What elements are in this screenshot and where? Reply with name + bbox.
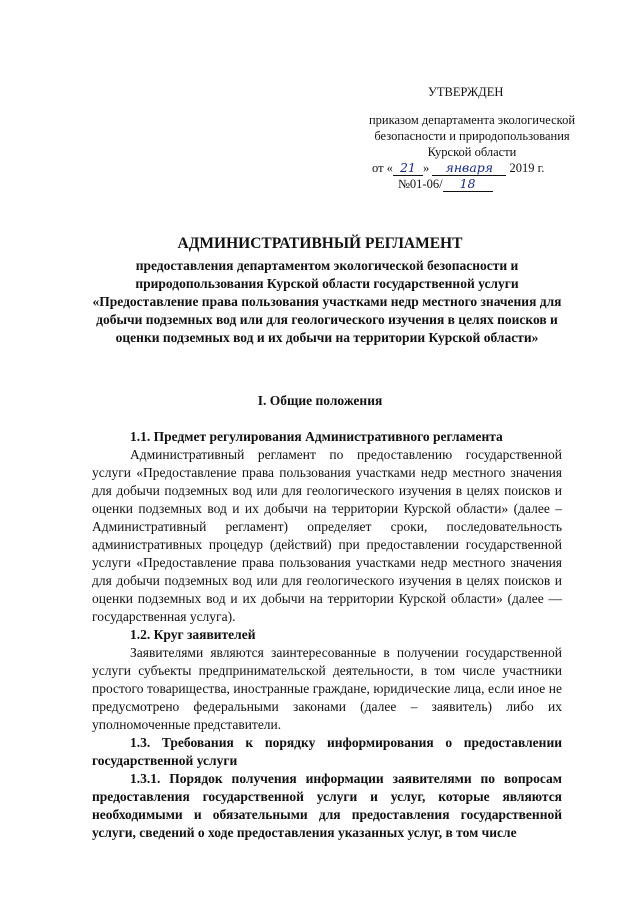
handwritten-number: 18	[443, 177, 493, 192]
section-heading: I. Общие положения	[257, 393, 383, 408]
approval-order-text: приказом департамента экологической безопасности и природопользования Курской области	[368, 113, 576, 159]
subsection-heading-1-2: 1.2. Круг заявителей	[130, 627, 256, 642]
paragraph-1-2: Заявителями являются заинтересованные в получении государственной услуги субъекты предпринимательской деятельности, в том числе участники простого товарищества, иностранные граждане, юридические лица, если иное не предусмотрено федеральными законами (далее – заявитель) либо их уполномоченные представители.	[92, 645, 562, 732]
approval-date	[372, 160, 544, 176]
date-year: 2019 г.	[509, 161, 545, 175]
document-title: АДМИНИСТРАТИВНЫЙ РЕГЛАМЕНТ	[177, 235, 463, 252]
document-subtitle: предоставления департаментом экологической безопасности и природопользования Курской области государственной услуги «Предоставление права пользования участками недр местного значения для добычи подземных вод или для геологического изучения в целях поисков и оценки подземных вод и их добычи на территории Курской области»	[92, 258, 562, 345]
handwritten-day: 21	[393, 161, 423, 176]
paragraph-1-1: Административный регламент по предоставлению государственной услуги «Предоставление права пользования участками недр местного значения для добычи подземных вод или для геологического изучения в целях поисков и оценки подземных вод и их добычи на территории Курской области» (далее – Административный регламент) определяет сроки, последовательность административных процедур (действий) при предоставлении государственной услуги «Предоставление права пользования участками недр местного значения для добычи подземных вод или для геологического изучения в целях поисков и оценки подземных вод и их добычи на территории Курской области» (далее — государственная услуга).	[92, 447, 562, 624]
subsection-heading-1-1: 1.1. Предмет регулирования Административного регламента	[130, 429, 503, 444]
handwritten-month: января	[432, 161, 506, 176]
number-prefix: №01-06/	[398, 177, 443, 191]
date-prefix: от «	[372, 161, 393, 175]
date-mid: »	[422, 161, 430, 175]
subsection-heading-1-3-1: 1.3.1. Порядок получения информации заявителями по вопросам предоставления государственной услуги и услуг, которые являются необходимыми и обязательными для предоставления государственной услуги, сведений о ходе предоставления указанных услуг, в том числе	[92, 771, 562, 840]
approval-heading: УТВЕРЖДЕН	[428, 85, 504, 99]
subsection-heading-1-3: 1.3. Требования к порядку информирования о предоставлении государственной услуги	[92, 735, 562, 768]
document-body	[92, 428, 562, 842]
approval-number	[398, 176, 493, 192]
